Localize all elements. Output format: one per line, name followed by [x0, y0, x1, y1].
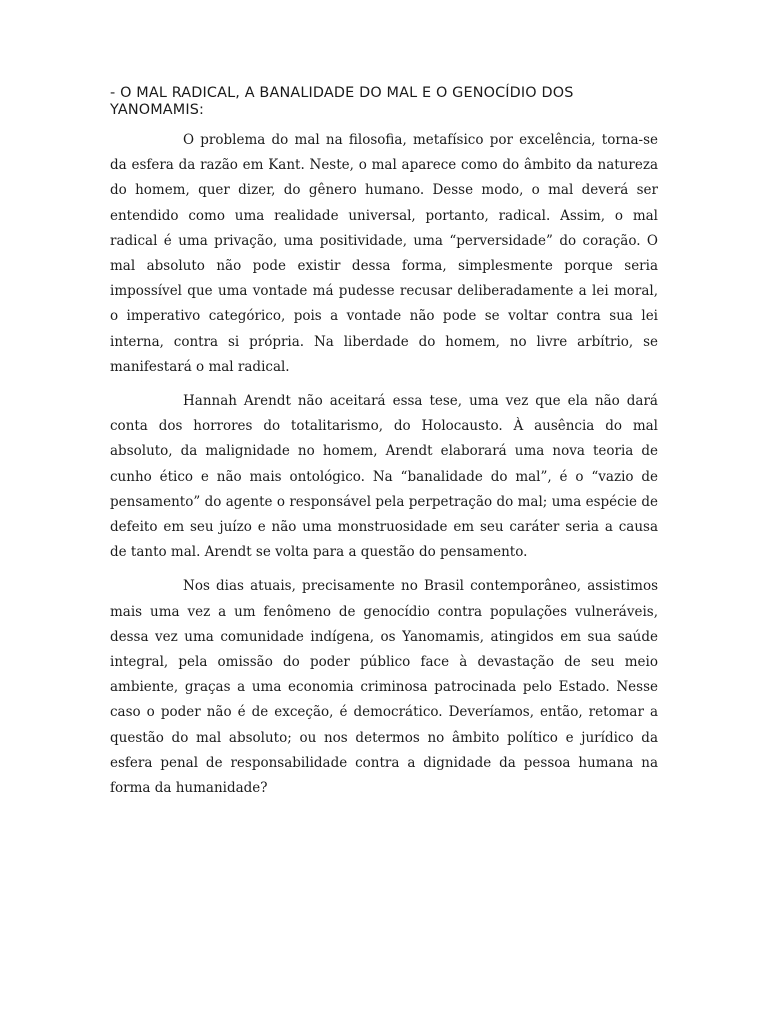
paragraph-kant-radical-evil: O problema do mal na filosofia, metafísico por excelência, torna-se da esfera da razão em Kant. Neste, o mal aparece como do âmbito da natureza do homem, quer dizer, do gênero humano. Desse modo, o mal deverá ser entendido como uma realidade universal, portanto, radical. Assim, o mal radical é uma privação, uma positividade, uma “perversidade” do coração. O mal absoluto não pode existir dessa forma, simplesmente porque seria impossível que uma vontade má pudesse recusar deliberadamente a lei moral, o imperativo categórico, pois a vontade não pode se voltar contra sua lei interna, contra si própria. Na liberdade do homem, no livre arbítrio, se manifestará o mal radical. — [110, 132, 658, 375]
document-title: - O MAL RADICAL, A BANALIDADE DO MAL E O GENOCÍDIO DOS YANOMAMIS: — [110, 85, 574, 118]
paragraph-yanomami-genocide: Nos dias atuais, precisamente no Brasil contemporâneo, assistimos mais uma vez a um fenômeno de genocídio contra populações vulneráveis, dessa vez uma comunidade indígena, os Yanomamis, atingidos em sua saúde integral, pela omissão do poder público face à devastação de seu meio ambiente, graças a uma economia criminosa patrocinada pelo Estado. Nesse caso o poder não é de exceção, é democrático. Deveríamos, então, retomar a questão do mal absoluto; ou nos determos no âmbito político e jurídico da esfera penal de responsabilidade contra a dignidade da pessoa humana na forma da humanidade? — [110, 578, 658, 797]
paragraph-arendt-banality: Hannah Arendt não aceitará essa tese, uma vez que ela não dará conta dos horrores do totalitarismo, do Holocausto. À ausência do mal absoluto, da malignidade no homem, Arendt elaborará uma nova teoria de cunho ético e não mais ontológico. Na “banalidade do mal”, é o “vazio de pensamento” do agente o responsável pela perpetração do mal; uma espécie de defeito em seu juízo e não uma monstruosidade em seu caráter seria a causa de tanto mal. Arendt se volta para a questão do pensamento. — [110, 393, 658, 561]
document-body — [110, 128, 658, 810]
